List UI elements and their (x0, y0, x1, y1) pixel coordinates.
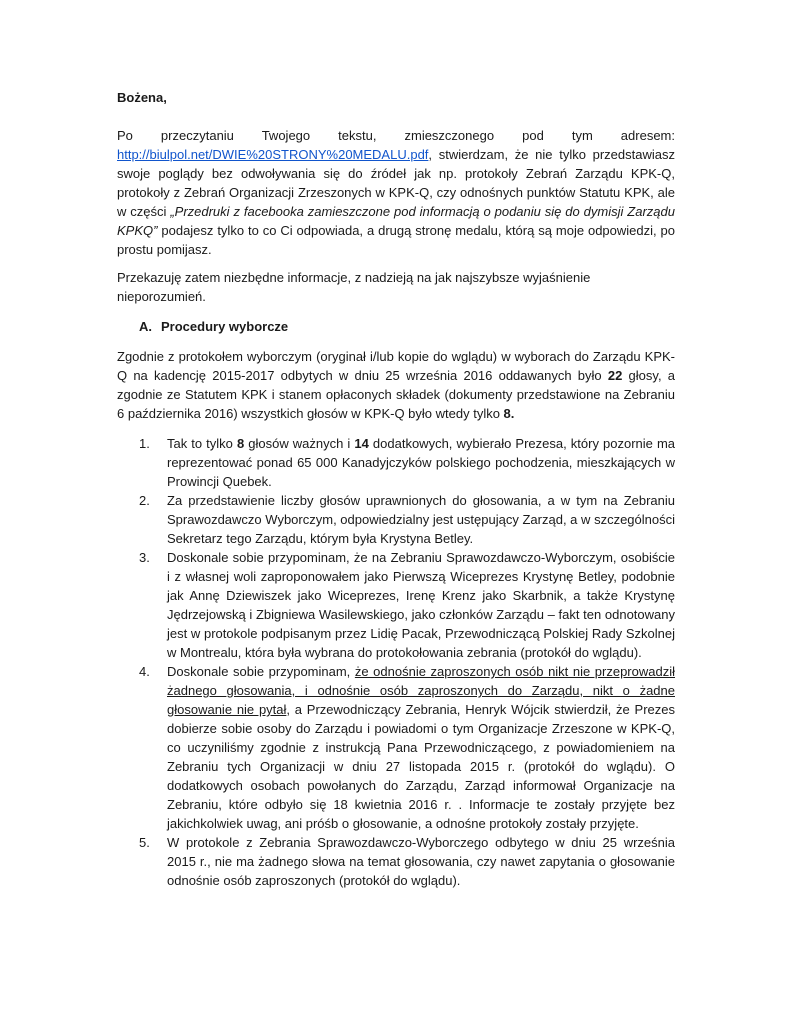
list-item (117, 833, 675, 890)
list-item (117, 491, 675, 548)
document-page (117, 88, 675, 890)
list-item (117, 434, 675, 491)
list-item-text: Doskonale sobie przypominam, że na Zebraniu Sprawozdawczo-Wyborczym, osobiście i z własnej woli zaproponowałem jako Pierwszą Wiceprezes Krystynę Betley, podobnie jak Annę Dziewiszek jako Wiceprezes, Irenę Krenz jako Skarbnik, a także Krystynę Jędrzejowską i Zbigniewa Wasilewskiego, jako członków Zarządu – fakt ten odnotowany jest w protokole podpisanym przez Lidię Pacak, Przewodniczącą Polskiej Rady Szkolnej w Montrealu, która była wybrana do protokołowania zebrania (protokół do wglądu). (167, 550, 675, 660)
item-bold-number: 14 (354, 436, 369, 451)
item-text: Tak to tylko (167, 436, 237, 451)
section-title: Procedury wyborcze (161, 319, 289, 334)
list-item (117, 662, 675, 833)
document-link[interactable]: http://biulpol.net/DWIE%20STRONY%20MEDALU.pdf (117, 147, 429, 162)
section-letter: A. (139, 319, 152, 334)
numbered-list (117, 434, 675, 890)
section-text-2: głosy, a zgodnie ze Statutem KPK i stanem opłaconych składek (dokumenty przedstawione na Zebraniu 6 października 2016) wszystkich głosów w KPK-Q było wtedy tylko (117, 368, 675, 421)
list-item-text: W protokole z Zebrania Sprawozdawczo-Wyborczego odbytego w dniu 25 września 2015 r., nie ma żadnego słowa na temat głosowania, czy nawet zapytania o głosowanie odnośnie osób zaproszonych (protokół do wglądu). (167, 835, 675, 888)
list-item-text (167, 434, 675, 491)
section-paragraph (117, 347, 675, 423)
intro-paragraph (117, 126, 675, 259)
item-text: , a Przewodniczący Zebrania, Henryk Wójcik stwierdził, że Prezes dobierze sobie osoby do Zarządu i powiadomi o tym Organizacje Zrzeszone w KPK-Q, co uczyniliśmy zgodnie z instrukcją Pana Przewodniczącego, z powiadomieniem na Zebraniu tych Organizacji w dniu 27 listopada 2015 r. (protokół do wglądu). O dodatkowych osobach powołanych do Zarządu, Zarząd informował Organizacje na Zebraniu, które odbyło się 18 kwietnia 2016 r. . Informacje te zostały przyjęte bez jakichkolwiek uwag, ani próśb o głosowanie, a odnośne protokoły zostały przyjęte. (167, 702, 675, 831)
list-item (117, 548, 675, 662)
item-text: dodatkowych, wybierało Prezesa, który pozornie ma reprezentować ponad 65 000 Kanadyjczyków polskiego pochodzenia, mieszkających w Prowincji Quebek. (167, 436, 676, 489)
intro-text-end: podajesz tylko to co Ci odpowiada, a drugą stronę medalu, którą są moje odpowiedzi, po prostu pomijasz. (117, 223, 675, 257)
greeting: Bożena, (117, 90, 167, 105)
list-item-text (167, 662, 675, 833)
section-text-1: Zgodnie z protokołem wyborczym (oryginał i/lub kopie do wglądu) w wyborach do Zarządu KPK-Q na kadencję 2015-2017 odbytych w dniu 25 września 2016 oddawanych było (117, 349, 675, 383)
item-text: Doskonale sobie przypominam, (167, 664, 355, 679)
section-heading (139, 317, 675, 336)
list-number: 2. (139, 493, 150, 508)
item-bold-number: 8 (236, 436, 245, 451)
eligible-votes: 8. (503, 406, 515, 421)
intro-text-continued: , stwierdzam, że nie tylko przedstawiasz swoje poglądy bez odwoływania się do źródeł jak np. protokoły Zebrań Zarządu KPK-Q, protokoły z Zebrań Organizacji Zrzeszonych w KPK-Q, czy odnośnych punktów Statutu KPK, ale w części (117, 147, 675, 219)
intro-text: Po przeczytaniu Twojego tekstu, zmieszczonego pod tym adresem: (117, 128, 675, 143)
transfer-paragraph: Przekazuję zatem niezbędne informacje, z nadzieją na jak najszybsze wyjaśnienie nieporozumień. (117, 270, 591, 304)
list-number: 1. (139, 436, 150, 451)
intro-quote: „Przedruki z facebooka zamieszczone pod informacją o podaniu się do dymisji Zarządu KPKQ” (117, 204, 675, 238)
list-item-text: Za przedstawienie liczby głosów uprawnionych do głosowania, a w tym na Zebraniu Sprawozdawczo Wyborczym, odpowiedzialny jest ustępujący Zarząd, a w szczególności Sekretarz tego Zarządu, którym była Krystyna Betley. (167, 493, 675, 546)
list-number: 4. (139, 664, 150, 679)
item-underlined-text: że odnośnie zaproszonych osób nikt nie przeprowadził żadnego głosowania, i odnośnie osób zaproszonych do Zarządu, nikt o żadne głosowanie nie pytał (167, 664, 675, 717)
item-text: głosów ważnych i (244, 436, 355, 451)
list-number: 5. (139, 835, 150, 850)
list-number: 3. (139, 550, 150, 565)
votes-count: 22 (607, 368, 623, 383)
